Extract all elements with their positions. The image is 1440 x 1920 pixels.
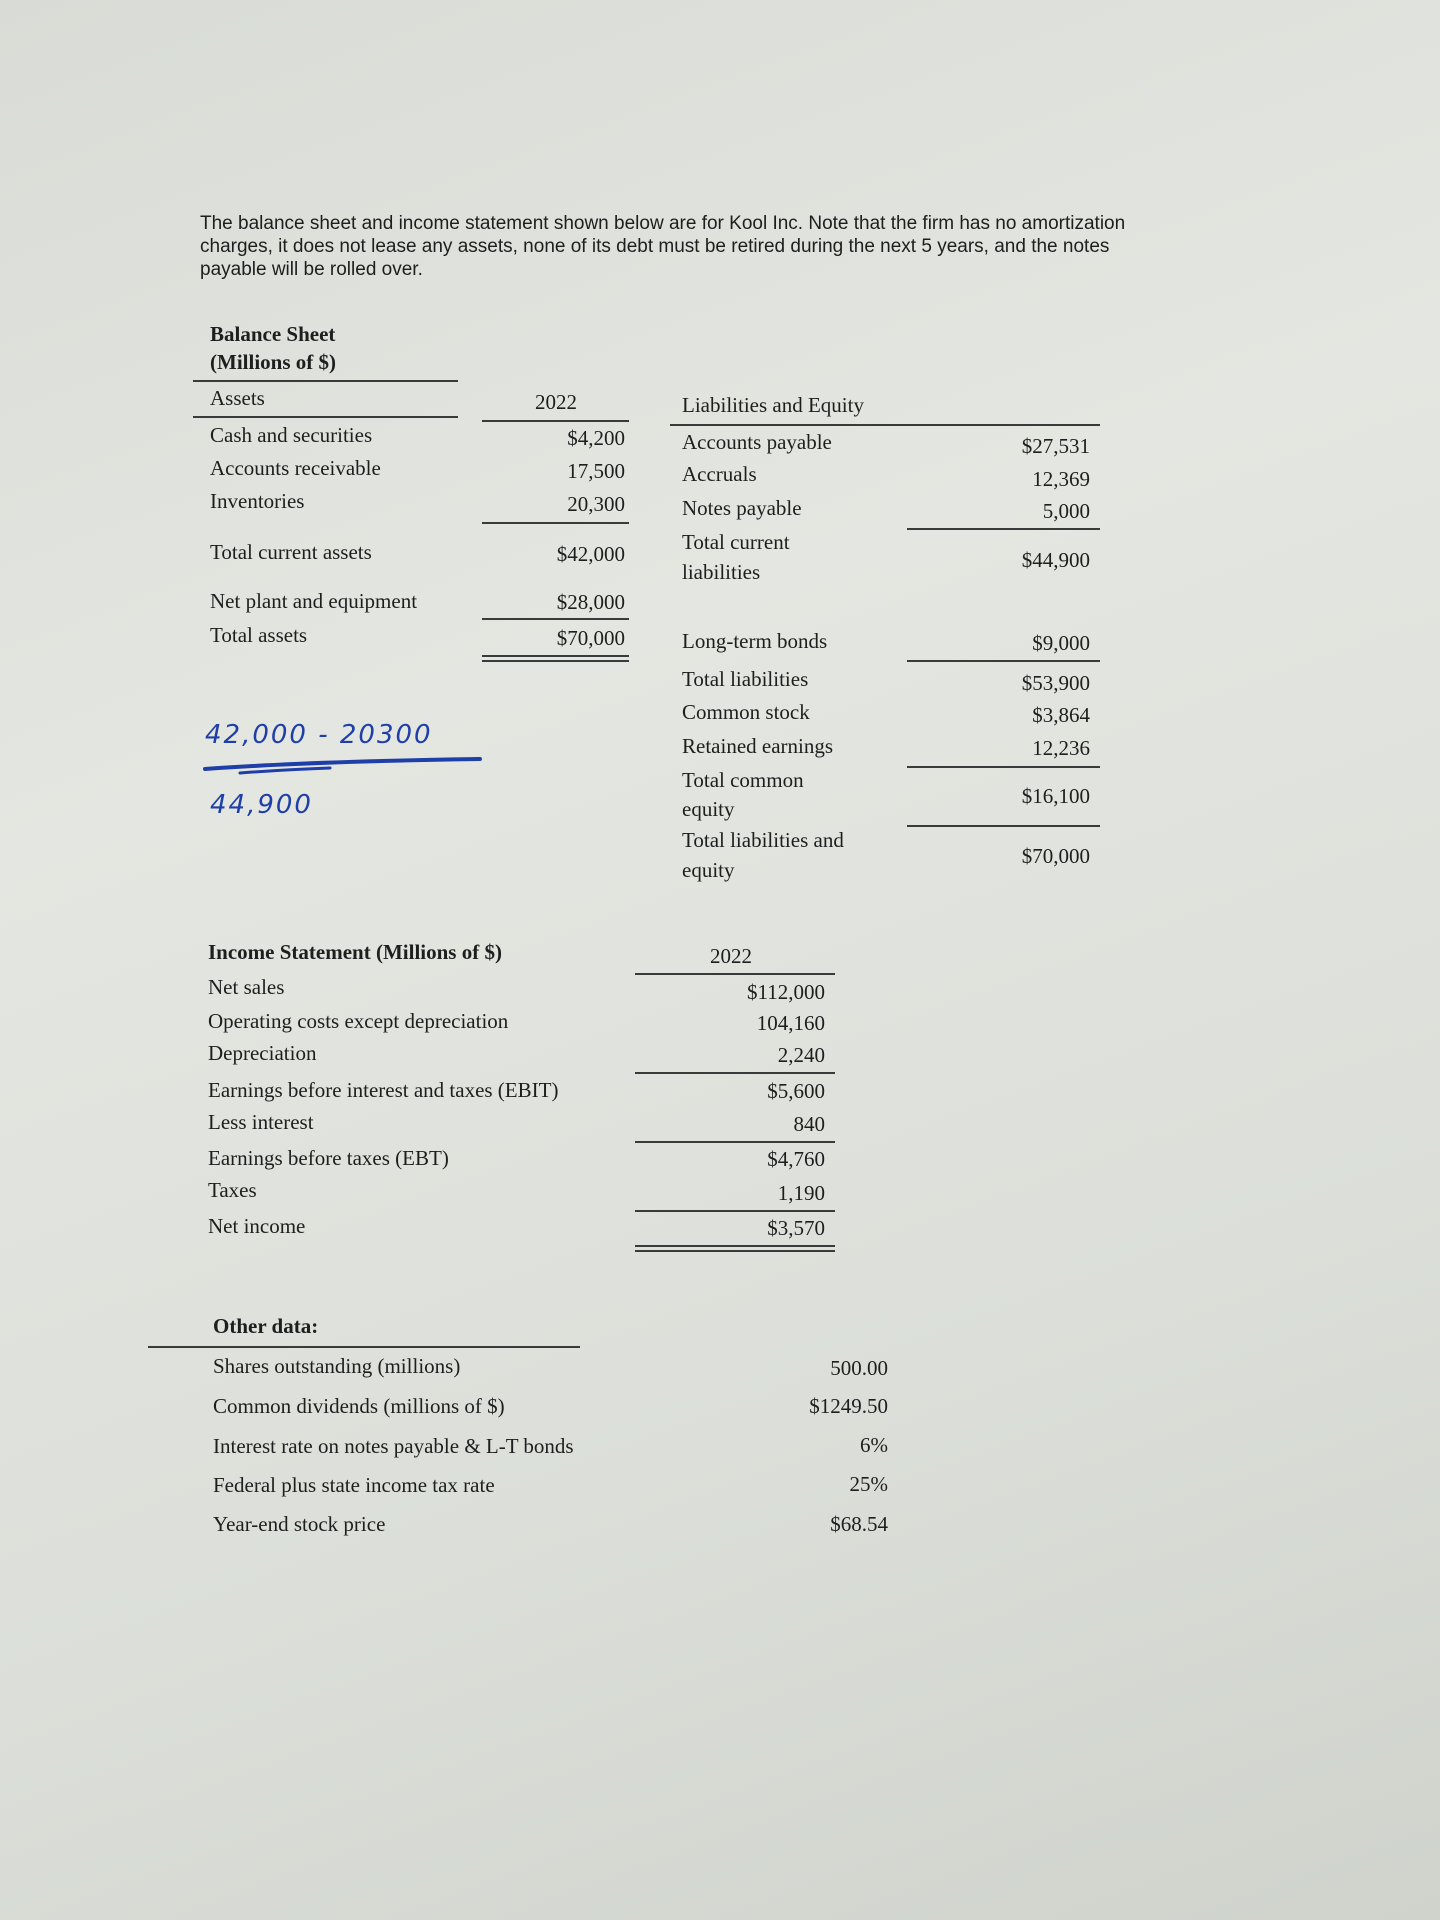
liab-label-common-stock: Common stock	[682, 700, 810, 724]
other-value-dividends: $1249.50	[809, 1394, 888, 1418]
other-data-underline	[148, 1346, 580, 1348]
asset-value-cash: $4,200	[567, 426, 625, 450]
income-value-net-income: $3,570	[767, 1216, 825, 1240]
liab-value-total-liabilities: $53,900	[1021, 671, 1090, 695]
current-assets-rule	[482, 522, 629, 524]
asset-label-net-plant: Net plant and equipment	[210, 589, 418, 613]
units-underline	[193, 380, 458, 382]
liab-value-common-stock: $3,864	[1032, 703, 1090, 727]
other-label-interest-rate: Interest rate on notes payable & L-T bonds	[213, 1434, 574, 1458]
net-income-double-rule-top	[635, 1245, 835, 1247]
depreciation-rule	[635, 1072, 835, 1074]
other-label-stock-price: Year-end stock price	[213, 1512, 386, 1536]
equity-rule	[907, 766, 1100, 768]
liab-value-total-current: $44,900	[1021, 548, 1090, 572]
income-label-ebit: Earnings before interest and taxes (EBIT)	[208, 1078, 559, 1102]
income-label-net-sales: Net sales	[208, 975, 285, 999]
liab-value-total-equity: $16,100	[1021, 784, 1090, 808]
income-value-ebit: $5,600	[767, 1079, 825, 1103]
handwritten-underline	[200, 755, 485, 777]
liab-value-notes-payable: 5,000	[1042, 499, 1090, 523]
liab-label-long-term-bonds: Long-term bonds	[682, 629, 828, 653]
income-label-ebt: Earnings before taxes (EBT)	[208, 1146, 449, 1170]
liab-label-total-liabilities: Total liabilities	[682, 667, 809, 691]
asset-label-total-assets: Total assets	[210, 623, 308, 647]
liab-value-retained-earnings: 12,236	[1032, 736, 1090, 760]
asset-label-receivables: Accounts receivable	[210, 456, 381, 480]
asset-value-inventories: 20,300	[567, 492, 625, 516]
other-label-tax-rate: Federal plus state income tax rate	[213, 1473, 495, 1497]
income-label-operating-costs: Operating costs except depreciation	[208, 1009, 509, 1033]
income-year-underline	[635, 973, 835, 975]
liab-value-long-term-bonds: $9,000	[1032, 631, 1090, 655]
assets-header: Assets	[210, 386, 265, 410]
income-value-taxes: 1,190	[777, 1181, 825, 1205]
income-value-interest: 840	[793, 1112, 825, 1136]
liab-label-notes-payable: Notes payable	[682, 496, 802, 520]
liab-label-retained-earnings: Retained earnings	[682, 734, 834, 758]
income-label-taxes: Taxes	[208, 1178, 257, 1202]
liab-value-accounts-payable: $27,531	[1021, 434, 1090, 458]
liab-label-total-equity-line1: Total common	[682, 768, 804, 792]
income-value-operating-costs: 104,160	[756, 1011, 825, 1035]
liab-label-accounts-payable: Accounts payable	[682, 430, 832, 454]
taxes-rule	[635, 1210, 835, 1212]
liab-label-accruals: Accruals	[682, 462, 757, 486]
other-value-interest-rate: 6%	[860, 1433, 888, 1457]
current-liabilities-rule	[907, 528, 1100, 530]
asset-value-net-plant: $28,000	[556, 590, 625, 614]
liab-label-total-current-line2: liabilities	[682, 560, 761, 584]
total-equity-rule	[907, 825, 1100, 827]
assets-header-underline	[193, 416, 458, 418]
intro-paragraph: The balance sheet and income statement shown below are for Kool Inc. Note that the firm has no amortization charges, it does not lease any assets, none of its debt must be retired during the next 5 years, and the notes payable will be rolled over.	[200, 213, 1126, 280]
balance-sheet-title: Balance Sheet	[210, 322, 336, 346]
asset-value-receivables: 17,500	[567, 459, 625, 483]
income-statement-title: Income Statement (Millions of $)	[208, 940, 502, 964]
balance-sheet-units: (Millions of $)	[210, 350, 336, 374]
other-label-shares: Shares outstanding (millions)	[213, 1354, 461, 1378]
liab-label-total-current-line1: Total current	[682, 530, 790, 554]
other-value-stock-price: $68.54	[830, 1512, 888, 1536]
liab-label-total-liab-equity-line1: Total liabilities and	[682, 828, 844, 852]
asset-label-inventories: Inventories	[210, 489, 305, 513]
other-data-title: Other data:	[213, 1314, 319, 1338]
income-statement-year: 2022	[710, 944, 752, 968]
income-value-depreciation: 2,240	[777, 1043, 825, 1067]
assets-year-header: 2022	[535, 390, 577, 414]
interest-rule	[635, 1141, 835, 1143]
handwritten-result: 44,900	[210, 790, 313, 820]
total-assets-double-rule-bottom	[482, 660, 629, 662]
asset-value-total-current: $42,000	[556, 542, 625, 566]
income-value-ebt: $4,760	[767, 1147, 825, 1171]
asset-label-cash: Cash and securities	[210, 423, 373, 447]
liab-label-total-liab-equity-line2: equity	[682, 858, 735, 882]
liab-value-total-liab-equity: $70,000	[1021, 844, 1090, 868]
income-label-interest: Less interest	[208, 1110, 314, 1134]
handwritten-subtraction: 42,000 - 20300	[205, 720, 433, 750]
income-label-depreciation: Depreciation	[208, 1041, 317, 1065]
liab-value-accruals: 12,369	[1032, 467, 1090, 491]
other-value-tax-rate: 25%	[849, 1472, 888, 1496]
assets-year-underline	[482, 420, 629, 422]
liab-label-total-equity-line2: equity	[682, 797, 735, 821]
liabilities-header-underline	[670, 424, 1100, 426]
total-assets-double-rule-top	[482, 655, 629, 657]
other-label-dividends: Common dividends (millions of $)	[213, 1394, 505, 1418]
net-plant-rule	[482, 618, 629, 620]
net-income-double-rule-bottom	[635, 1250, 835, 1252]
asset-value-total-assets: $70,000	[556, 626, 625, 650]
other-value-shares: 500.00	[830, 1356, 888, 1380]
asset-label-total-current: Total current assets	[210, 540, 372, 564]
liabilities-header: Liabilities and Equity	[682, 393, 864, 417]
income-label-net-income: Net income	[208, 1214, 306, 1238]
long-term-bonds-rule	[907, 660, 1100, 662]
income-value-net-sales: $112,000	[747, 980, 825, 1004]
